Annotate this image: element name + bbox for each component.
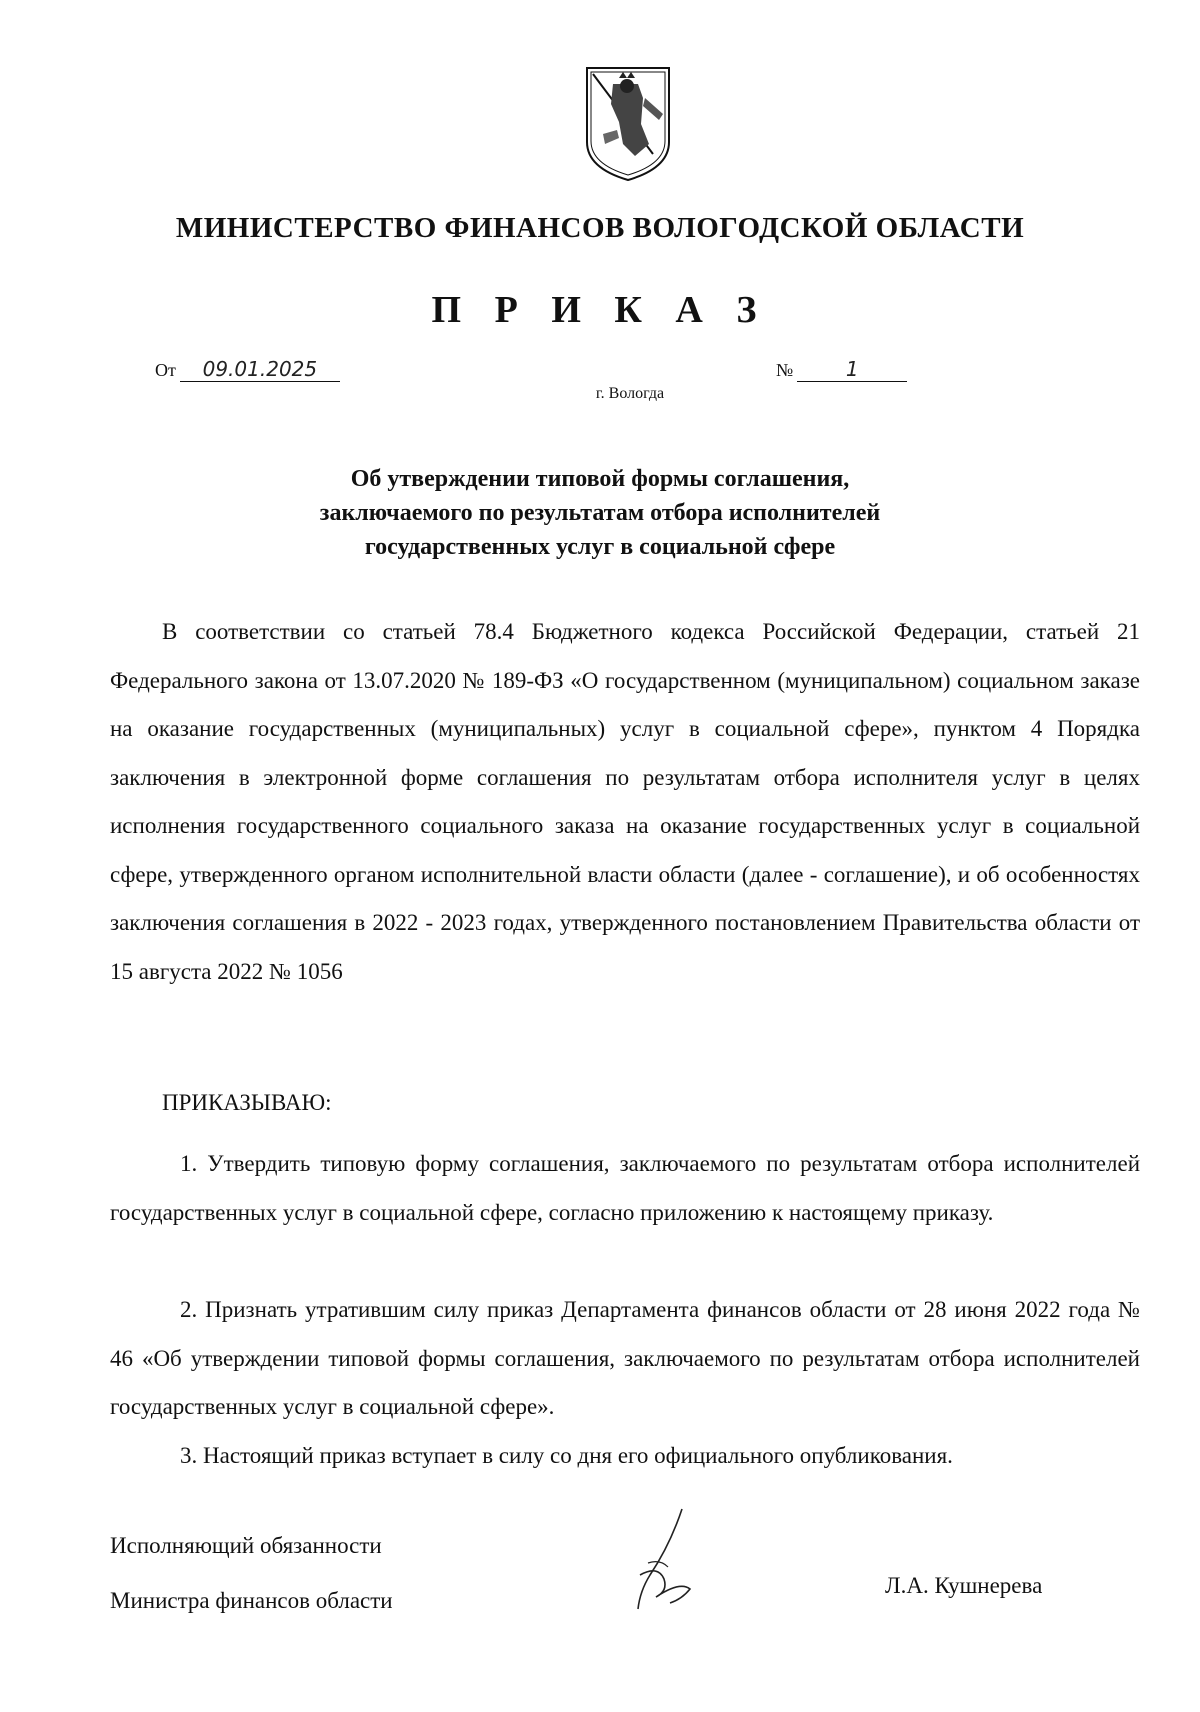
signatory-position: [110, 1518, 393, 1628]
orders-heading: ПРИКАЗЫВАЮ:: [162, 1090, 332, 1115]
document-type: П Р И К А З: [431, 289, 769, 331]
date-value: 09.01.2025: [180, 357, 340, 382]
position-line: Министра финансов области: [110, 1588, 393, 1613]
order-item-3: 3. Настоящий приказ вступает в силу со дня его официального опубликования.: [180, 1443, 953, 1468]
title-line: заключаемого по результатам отбора исполнителей: [319, 500, 881, 526]
title-line: Об утверждении типовой формы соглашения,: [350, 466, 850, 492]
signatory-name: Л.А. Кушнерева: [885, 1573, 1043, 1598]
date-label: От: [155, 360, 176, 380]
order-item-1: 1. Утвердить типовую форму соглашения, заключаемого по результатам отбора исполнителей государственных услуг в социальной сфере, согласно приложению к настоящему приказу.: [110, 1151, 1140, 1225]
position-line: Исполняющий обязанности: [110, 1533, 382, 1558]
coat-of-arms-icon: [583, 64, 673, 184]
date-field: [155, 357, 340, 382]
order-item-2: 2. Признать утратившим силу приказ Департамента финансов области от 28 июня 2022 года № 46 «Об утверждении типовой формы соглашения, заключаемого по результатам отбора исполнителей государственных услуг в социальной сфере».: [110, 1297, 1140, 1419]
handwritten-signature: [620, 1505, 720, 1615]
title-line: государственных услуг в социальной сфере: [364, 534, 836, 560]
preamble-paragraph: В соответствии со статьей 78.4 Бюджетного кодекса Российской Федерации, статьей 21 Федерального закона от 13.07.2020 № 189-ФЗ «О государственном (муниципальном) социальном заказе на оказание государственных (муниципальных) услуг в социальной сфере», пунктом 4 Порядка заключения в электронной форме соглашения по результатам отбора исполнителя услуг в целях исполнения государственного социального заказа на оказание государственных услуг в социальной сфере, утвержденного органом исполнительной власти области (далее - соглашение), и об особенностях заключения соглашения в 2022 - 2023 годах, утвержденного постановлением Правительства области от 15 августа 2022 № 1056: [110, 619, 1140, 984]
document-title: [0, 462, 1200, 564]
number-field: [776, 357, 907, 382]
number-label: №: [776, 360, 794, 380]
city: г. Вологда: [595, 385, 665, 402]
number-value: 1: [797, 357, 907, 382]
ministry-name: МИНИСТЕРСТВО ФИНАНСОВ ВОЛОГОДСКОЙ ОБЛАСТИ: [175, 212, 1025, 244]
